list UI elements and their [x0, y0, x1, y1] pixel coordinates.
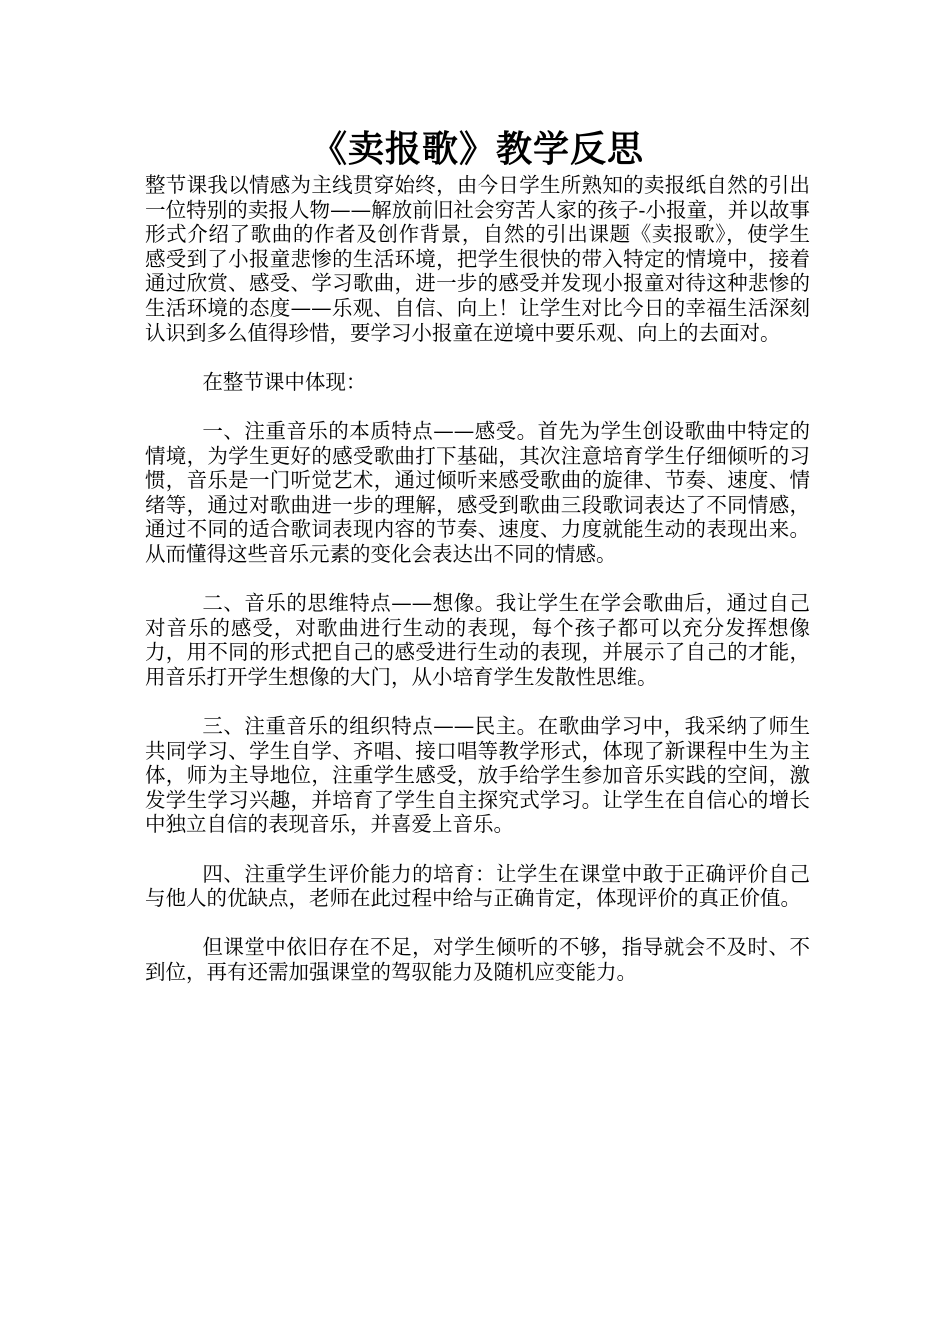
paragraph-overview: 在整节课中体现：: [202, 369, 367, 394]
paragraph-shortcomings: 但课堂中依旧存在不足，对学生倾听的不够，指导就会不及时、不到位，再有还需加强课堂的驾驭能力及随机应变能力。: [145, 935, 810, 984]
paragraph-spacer: [145, 911, 810, 936]
paragraph-spacer: [145, 567, 810, 592]
paragraph-point-2: 二、音乐的思维特点——想像。我让学生在学会歌曲后，通过自己对音乐的感受，对歌曲进行生动的表现，每个孩子都可以充分发挥想像力，用不同的形式把自己的感受进行生动的表现，并展示了自己的才能，用音乐打开学生想像的大门，从小培育学生发散性思维。: [145, 591, 810, 689]
document-title: 《卖报歌》教学反思: [310, 128, 644, 170]
paragraph-point-4: 四、注重学生评价能力的培育：让学生在课堂中敢于正确评价自己与他人的优缺点，老师在此过程中给与正确肯定，体现评价的真正价值。: [145, 861, 810, 911]
paragraph-spacer: [145, 689, 810, 714]
document-page: [145, 125, 810, 985]
paragraph-spacer: [145, 345, 810, 370]
paragraph-spacer: [145, 837, 810, 862]
paragraph-intro: 整节课我以情感为主线贯穿始终，由今日学生所熟知的卖报纸自然的引出一位特别的卖报人物——解放前旧社会穷苦人家的孩子-小报童，并以故事形式介绍了歌曲的作者及创作背景，自然的引出课题《卖报歌》，使学生感受到了小报童悲惨的生活环境，把学生很快的带入特定的情境中，接着通过欣赏、感受、学习歌曲，进一步的感受并发现小报童对待这种悲惨的生活环境的态度——乐观、自信、向上！让学生对比今日的幸福生活深刻认识到多么值得珍惜，要学习小报童在逆境中要乐观、向上的去面对。: [145, 173, 810, 345]
paragraph-point-3: 三、注重音乐的组织特点——民主。在歌曲学习中，我采纳了师生共同学习、学生自学、齐唱、接口唱等教学形式，体现了新课程中生为主体，师为主导地位，注重学生感受，放手给学生参加音乐实践的空间，激发学生学习兴趣，并培育了学生自主探究式学习。让学生在自信心的增长中独立自信的表现音乐，并喜爱上音乐。: [145, 714, 810, 837]
paragraph-point-1: 一、注重音乐的本质特点——感受。首先为学生创设歌曲中特定的情境，为学生更好的感受歌曲打下基础，其次注意培育学生仔细倾听的习惯，音乐是一门听觉艺术，通过倾听来感受歌曲的旋律、节奏、速度、情绪等，通过对歌曲进一步的理解，感受到歌曲三段歌词表达了不同情感，通过不同的适合歌词表现内容的节奏、速度、力度就能生动的表现出来。从而懂得这些音乐元素的变化会表达出不同的情感。: [145, 418, 810, 566]
paragraph-spacer: [145, 394, 810, 419]
